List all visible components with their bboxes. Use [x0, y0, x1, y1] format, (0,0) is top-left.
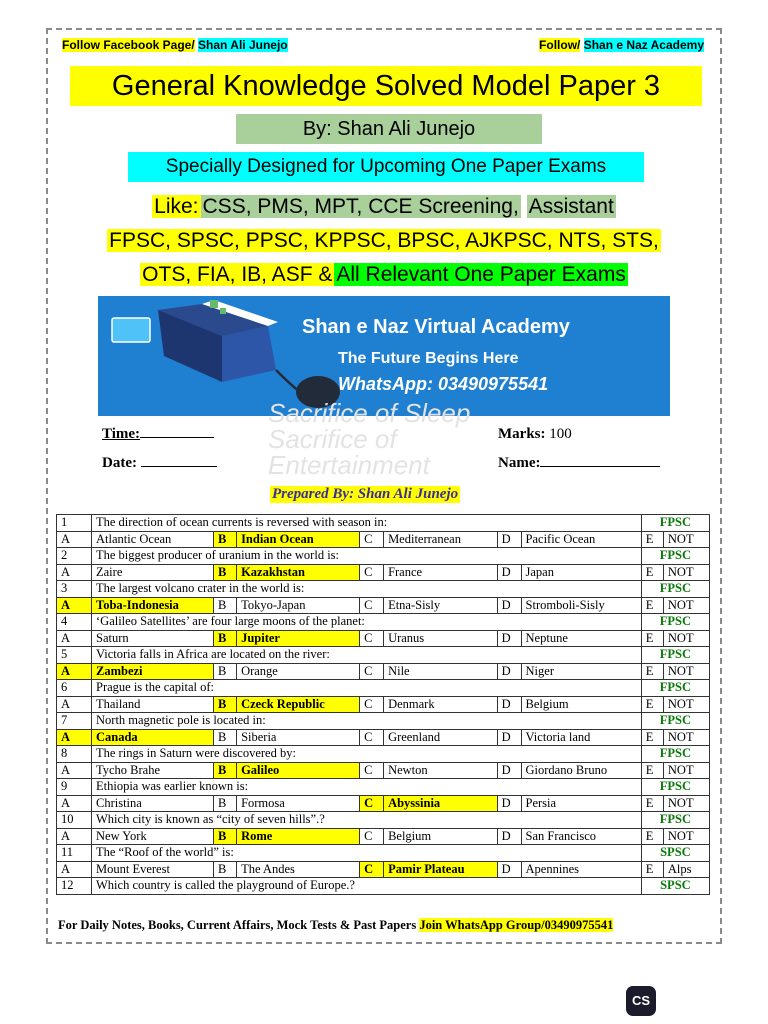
option-c-text: Pamir Plateau: [384, 861, 498, 878]
option-letter-e: E: [641, 729, 663, 746]
options-row: [57, 531, 710, 548]
options-row: [57, 597, 710, 614]
option-letter-b: B: [214, 861, 237, 878]
question-number: 12: [57, 878, 92, 895]
option-d-text: Pacific Ocean: [521, 531, 641, 548]
options-row: [57, 564, 710, 581]
option-letter-b: B: [214, 729, 237, 746]
footer-note: [58, 918, 613, 933]
question-number: 10: [57, 812, 92, 829]
marks-label: Marks:: [498, 426, 546, 442]
option-letter-e: E: [641, 663, 663, 680]
option-c-text: Mediterranean: [384, 531, 498, 548]
option-letter-b: B: [214, 795, 237, 812]
academy-name: Shan e Naz Virtual Academy: [302, 316, 570, 338]
option-a-text: Atlantic Ocean: [92, 531, 214, 548]
question-text: ‘Galileo Satellites’ are four large moons of the planet:: [92, 614, 642, 631]
exam-assistant: Assistant: [528, 195, 614, 218]
time-field: [102, 426, 214, 443]
watermark-line-1: Sacrifice of Sleep: [268, 398, 471, 428]
question-text: The biggest producer of uranium in the world is:: [92, 548, 642, 565]
watermark-line-3: Entertainment: [268, 450, 430, 480]
question-number: 8: [57, 746, 92, 763]
question-number: 1: [57, 515, 92, 532]
option-letter-e: E: [641, 696, 663, 713]
option-letter-a: A: [57, 630, 92, 647]
option-c-text: Newton: [384, 762, 498, 779]
option-letter-a: A: [57, 861, 92, 878]
question-text: Prague is the capital of:: [92, 680, 642, 697]
option-letter-c: C: [360, 729, 384, 746]
exam-board-tag: FPSC: [641, 812, 709, 829]
option-b-text: Rome: [237, 828, 360, 845]
option-a-text: Tycho Brahe: [92, 762, 214, 779]
option-b-text: Czeck Republic: [237, 696, 360, 713]
exam-board-tag: FPSC: [641, 614, 709, 631]
options-row: [57, 828, 710, 845]
option-b-text: Siberia: [237, 729, 360, 746]
paper-subtitle: Specially Designed for Upcoming One Paper Exams: [128, 152, 644, 182]
time-label: Time:: [102, 426, 141, 442]
exam-like-label: Like:: [154, 195, 199, 218]
question-text: Victoria falls in Africa are located on the river:: [92, 647, 642, 664]
exam-board-tag: FPSC: [641, 647, 709, 664]
exam-list-boards: FPSC, SPSC, PPSC, KPPSC, BPSC, AJKPSC, NTS, STS,: [109, 229, 659, 252]
option-e-text: NOT: [663, 729, 709, 746]
follow-facebook-note: [62, 38, 288, 52]
options-row: [57, 696, 710, 713]
option-letter-d: D: [497, 795, 521, 812]
option-d-text: Belgium: [521, 696, 641, 713]
footer-whatsapp-link[interactable]: Join WhatsApp Group/03490975541: [419, 918, 614, 932]
option-letter-d: D: [497, 663, 521, 680]
option-letter-a: A: [57, 663, 92, 680]
option-letter-c: C: [360, 531, 384, 548]
follow-facebook-label: Follow Facebook Page/: [62, 38, 195, 52]
option-b-text: Orange: [237, 663, 360, 680]
option-b-text: The Andes: [237, 861, 360, 878]
marks-value: 100: [549, 426, 572, 442]
option-e-text: NOT: [663, 564, 709, 581]
option-letter-d: D: [497, 762, 521, 779]
option-letter-e: E: [641, 531, 663, 548]
option-letter-a: A: [57, 597, 92, 614]
option-letter-d: D: [497, 564, 521, 581]
exam-line-1: [50, 192, 718, 222]
option-d-text: Victoria land: [521, 729, 641, 746]
option-c-text: Uranus: [384, 630, 498, 647]
question-text: North magnetic pole is located in:: [92, 713, 642, 730]
question-number: 2: [57, 548, 92, 565]
question-number: 7: [57, 713, 92, 730]
question-text: The “Roof of the world” is:: [92, 845, 642, 862]
option-d-text: Stromboli-Sisly: [521, 597, 641, 614]
question-text: The largest volcano crater in the world is:: [92, 581, 642, 598]
option-c-text: France: [384, 564, 498, 581]
question-number: 5: [57, 647, 92, 664]
question-number: 11: [57, 845, 92, 862]
option-d-text: Apennines: [521, 861, 641, 878]
option-c-text: Greenland: [384, 729, 498, 746]
background-watermark: [268, 400, 470, 478]
options-row: [57, 795, 710, 812]
camscanner-logo-icon: CS: [626, 986, 656, 1016]
option-letter-e: E: [641, 762, 663, 779]
options-row: [57, 663, 710, 680]
option-e-text: NOT: [663, 630, 709, 647]
option-letter-a: A: [57, 564, 92, 581]
option-a-text: Canada: [92, 729, 214, 746]
question-text: Ethiopia was earlier known is:: [92, 779, 642, 796]
name-blank[interactable]: [540, 466, 660, 467]
option-letter-d: D: [497, 861, 521, 878]
question-number: 9: [57, 779, 92, 796]
follow-academy-note: [539, 38, 704, 52]
option-a-text: Saturn: [92, 630, 214, 647]
option-letter-d: D: [497, 729, 521, 746]
academy-whatsapp: WhatsApp: 03490975541: [338, 374, 549, 394]
watermark-line-2: Sacrifice of: [268, 424, 397, 454]
option-e-text: NOT: [663, 597, 709, 614]
option-c-text: Denmark: [384, 696, 498, 713]
exam-board-tag: FPSC: [641, 515, 709, 532]
option-b-text: Formosa: [237, 795, 360, 812]
option-e-text: NOT: [663, 531, 709, 548]
question-number: 6: [57, 680, 92, 697]
prepared-by: Prepared By: Shan Ali Junejo: [272, 486, 459, 502]
option-letter-c: C: [360, 630, 384, 647]
option-a-text: Christina: [92, 795, 214, 812]
option-letter-c: C: [360, 861, 384, 878]
option-letter-c: C: [360, 597, 384, 614]
option-c-text: Belgium: [384, 828, 498, 845]
option-letter-b: B: [214, 663, 237, 680]
option-a-text: Toba-Indonesia: [92, 597, 214, 614]
date-label: Date:: [102, 455, 137, 471]
option-a-text: Zaire: [92, 564, 214, 581]
option-d-text: San Francisco: [521, 828, 641, 845]
footer-text: For Daily Notes, Books, Current Affairs, Mock Tests & Past Papers: [58, 918, 417, 932]
option-letter-c: C: [360, 795, 384, 812]
option-letter-a: A: [57, 729, 92, 746]
exam-board-tag: FPSC: [641, 680, 709, 697]
option-letter-e: E: [641, 795, 663, 812]
option-e-text: Alps: [663, 861, 709, 878]
option-d-text: Giordano Bruno: [521, 762, 641, 779]
question-text: The direction of ocean currents is reversed with season in:: [92, 515, 642, 532]
option-letter-b: B: [214, 531, 237, 548]
option-e-text: NOT: [663, 696, 709, 713]
facebook-page-name[interactable]: Shan Ali Junejo: [198, 38, 288, 52]
option-letter-c: C: [360, 696, 384, 713]
option-letter-a: A: [57, 762, 92, 779]
option-a-text: Zambezi: [92, 663, 214, 680]
option-letter-e: E: [641, 597, 663, 614]
options-row: [57, 630, 710, 647]
follow-academy-label: Follow/: [539, 38, 581, 52]
date-field: [102, 455, 217, 472]
paper-author: By: Shan Ali Junejo: [236, 114, 542, 144]
question-text: Which city is known as “city of seven hills”.?: [92, 812, 642, 829]
academy-page-name[interactable]: Shan e Naz Academy: [583, 38, 704, 52]
time-blank[interactable]: [140, 437, 214, 438]
question-number: 3: [57, 581, 92, 598]
option-letter-c: C: [360, 663, 384, 680]
exam-board-tag: FPSC: [641, 746, 709, 763]
question-row: [57, 845, 710, 862]
option-letter-e: E: [641, 828, 663, 845]
question-row: [57, 812, 710, 829]
option-e-text: NOT: [663, 762, 709, 779]
option-b-text: Jupiter: [237, 630, 360, 647]
option-c-text: Nile: [384, 663, 498, 680]
exam-list-agencies: OTS, FIA, IB, ASF &: [142, 263, 333, 286]
options-row: [57, 729, 710, 746]
exam-board-tag: SPSC: [641, 878, 709, 895]
question-row: [57, 779, 710, 796]
option-b-text: Galileo: [237, 762, 360, 779]
question-text: The rings in Saturn were discovered by:: [92, 746, 642, 763]
option-letter-b: B: [214, 696, 237, 713]
option-letter-a: A: [57, 828, 92, 845]
option-letter-b: B: [214, 762, 237, 779]
option-a-text: Thailand: [92, 696, 214, 713]
paper-title: General Knowledge Solved Model Paper 3: [70, 66, 702, 106]
option-b-text: Indian Ocean: [237, 531, 360, 548]
question-row: [57, 548, 710, 565]
option-letter-d: D: [497, 696, 521, 713]
option-letter-b: B: [214, 564, 237, 581]
name-label: Name:: [498, 455, 541, 471]
exam-board-tag: SPSC: [641, 845, 709, 862]
options-row: [57, 861, 710, 878]
exam-list-main: CSS, PMS, MPT, CCE Screening,: [202, 195, 519, 218]
exam-board-tag: FPSC: [641, 548, 709, 565]
question-row: [57, 515, 710, 532]
option-letter-c: C: [360, 762, 384, 779]
option-b-text: Kazakhstan: [237, 564, 360, 581]
option-d-text: Japan: [521, 564, 641, 581]
question-row: [57, 614, 710, 631]
option-letter-a: A: [57, 696, 92, 713]
exam-line-2: [50, 226, 718, 256]
option-c-text: Etna-Sisly: [384, 597, 498, 614]
option-d-text: Niger: [521, 663, 641, 680]
option-letter-d: D: [497, 630, 521, 647]
option-letter-b: B: [214, 828, 237, 845]
date-blank[interactable]: [141, 466, 217, 467]
option-letter-b: B: [214, 597, 237, 614]
option-e-text: NOT: [663, 663, 709, 680]
option-letter-e: E: [641, 861, 663, 878]
option-b-text: Tokyo-Japan: [237, 597, 360, 614]
option-a-text: Mount Everest: [92, 861, 214, 878]
option-letter-d: D: [497, 597, 521, 614]
option-d-text: Neptune: [521, 630, 641, 647]
option-letter-e: E: [641, 564, 663, 581]
exam-all-relevant: All Relevant One Paper Exams: [336, 263, 626, 286]
options-row: [57, 762, 710, 779]
question-number: 4: [57, 614, 92, 631]
option-a-text: New York: [92, 828, 214, 845]
question-row: [57, 581, 710, 598]
option-letter-a: A: [57, 795, 92, 812]
option-letter-a: A: [57, 531, 92, 548]
option-letter-d: D: [497, 828, 521, 845]
question-row: [57, 680, 710, 697]
question-row: [57, 713, 710, 730]
mcq-table: [56, 514, 710, 895]
marks-field: [498, 426, 572, 443]
exam-board-tag: FPSC: [641, 713, 709, 730]
option-letter-c: C: [360, 828, 384, 845]
question-row: [57, 746, 710, 763]
question-row: [57, 878, 710, 895]
option-letter-e: E: [641, 630, 663, 647]
exam-line-3: [50, 260, 718, 290]
option-letter-b: B: [214, 630, 237, 647]
question-row: [57, 647, 710, 664]
exam-board-tag: FPSC: [641, 581, 709, 598]
mcq-table-body: [57, 515, 710, 895]
option-letter-c: C: [360, 564, 384, 581]
option-e-text: NOT: [663, 828, 709, 845]
academy-tagline: The Future Begins Here: [338, 350, 519, 367]
name-field: [498, 455, 660, 472]
exam-board-tag: FPSC: [641, 779, 709, 796]
option-d-text: Persia: [521, 795, 641, 812]
option-letter-d: D: [497, 531, 521, 548]
option-c-text: Abyssinia: [384, 795, 498, 812]
option-e-text: NOT: [663, 795, 709, 812]
question-text: Which country is called the playground of Europe.?: [92, 878, 642, 895]
